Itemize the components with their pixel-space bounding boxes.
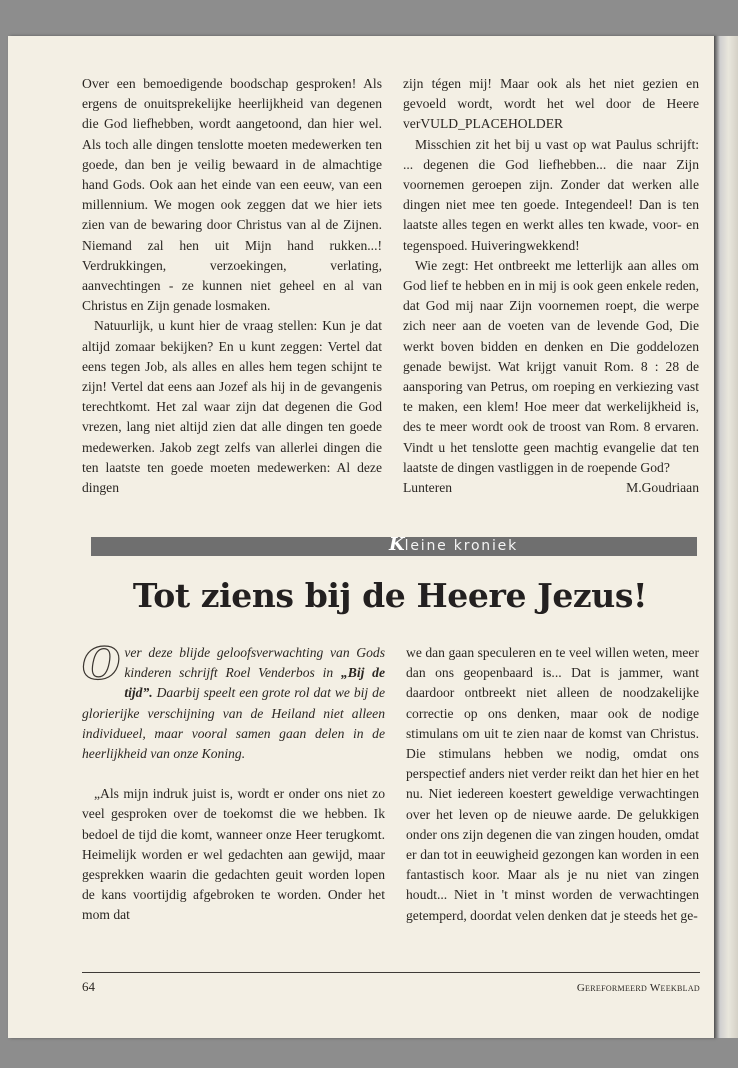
page-edge xyxy=(714,36,738,1038)
lead-text-after: Daarbij speelt een grote rol dat we bij de glorierijke verschijning van de Heiland niet alleen individueel, maar vooral samen gaan delen in de heerlijkheid van onze Koning. xyxy=(82,685,385,762)
article-column-top-right xyxy=(403,74,699,498)
article-column-top-left xyxy=(82,74,382,498)
lead-text-before: ver deze blijde geloofsverwachting van Gods kinderen schrijft Roel Venderbos in xyxy=(124,645,385,681)
article-column-lower-right xyxy=(406,643,699,926)
paragraph: Over een bemoedigende boodschap gesproken! Als ergens de onuitsprekelijke heerlijkheid van degenen die God liefhebben, wordt aangetoond, dan hier wel. Als toch alle dingen tenslotte moeten medewerken ten goede, dan ben je veilig bewaard in de almachtige hand Gods. Ook aan het einde van een eeuw, van een millennium. We mogen ook zeggen dat we hier iets zien van de bewaring door Christus van al de Zijnen. Niemand zal hen uit Mijn hand rukken...! Verdrukkingen, verzoekingen, verlating, aanvechtingen - ze kunnen niet geheel en al van Christus en Zijn genade losmaken. xyxy=(82,76,382,314)
body-paragraph: „Als mijn indruk juist is, wordt er onder ons niet zo veel gesproken over de toekomst die we hebben. Ik bedoel de tijd die komt, wanneer onze Heer terugkomt. Heimelijk worden er wel gedachten aan gewijd, maar gesprekken waarin die gedachten geuit worden lopen de kans voortijdig afgebroken te worden. Onder het mom dat xyxy=(82,786,385,923)
paragraph: Wie zegt: Het ontbreekt me letterlijk aan alles om God lief te hebben en in mij is ook geen enkele reden, dat God mij naar Zijn voornemen roept, die werpe zich neer aan de voeten van de levende God, Die werkt boven bidden en denken en Die goddelozen genade bewijst. Wat krijgt vanuit Rom. 8 : 28 de aansporing van Petrus, om roeping en verkiezing vast te maken, een klem! Hoe meer dat werkelijkheid is, des te meer wordt ook de troost van Rom. 8 ervaren. Vindt u het tenslotte geen machtig evangelie dat ten laatste de dingen vastliggen in de roepende God? xyxy=(403,257,699,475)
body-paragraph: we dan gaan speculeren en te veel willen weten, meer dan ons geopenbaard is... Dat is jammer, want daardoor ontbreekt niet alleen de noodzakelijke correctie op ons denken, maar ook de nodige stimulans om uit te zien naar de komst van Christus. Die stimulans hebben we nodig, omdat ons perspectief anders niet verder reikt dan het hier en het nu. Niet iedereen koestert geweldige verwachtingen over het leven op de nieuwe aarde. De gelukkigen onder ons zijn degenen die van zingen houden, omdat er dan tot in eeuwigheid gezongen kan worden in een fantastisch koor. Maar als je nu niet van zingen houdt... Niet in 't minst worden de verwachtingen getemperd, doordat velen denken dat je steeds het ge- xyxy=(406,645,699,923)
journal-name: Gereformeerd Weekblad xyxy=(576,982,700,994)
drop-cap: O xyxy=(82,639,121,690)
section-label-text: leine kroniek xyxy=(404,538,518,554)
signature-author: M.Goudriaan xyxy=(626,480,699,496)
paragraph: Misschien zit het bij u vast op wat Paulus schrijft: ... degenen die God liefhebben... die naar Zijn voornemen geroepen zijn. Zonder dat werken alle dingen niet mee ten goede. Integendeel! Dan is ten laatste alles tegen en werkt alles ten kwade, voor- en tegenspoed. Huiveringwekkend! xyxy=(403,136,699,253)
section-label xyxy=(389,534,518,556)
footer-rule xyxy=(82,972,700,973)
section-initial: K xyxy=(389,534,405,555)
section-banner xyxy=(91,534,697,556)
paragraph: zijn tégen mij! Maar ook als het niet gezien en gevoeld wordt, wordt het wel door de Heere verVULD_PLACEHOLDER xyxy=(403,76,699,132)
lead-paragraph xyxy=(82,639,385,764)
signature-place: Lunteren xyxy=(403,480,453,496)
page-number: 64 xyxy=(82,979,95,994)
article-headline: Tot ziens bij de Heere Jezus! xyxy=(132,576,648,615)
paragraph-gap xyxy=(82,764,385,784)
article-column-lower-left xyxy=(82,639,385,926)
paragraph: Natuurlijk, u kunt hier de vraag stellen: Kun je dat altijd zomaar bekijken? En u kunt zeggen: Vertel dat eens tegen Job, als alles en alles hem tegen schijnt te zijn! Vertel dat eens aan Jozef als hij in de gevangenis terechtkomt. Het zal waar zijn dat degenen die God vrezen, lang niet altijd zien dat alle dingen ten goede medewerken. Jakob zegt zelfs van allerlei dingen die ten laatste ten goede moeten medewerken: Al deze dingen xyxy=(82,318,382,496)
lead-source: „Bij de tijd”. xyxy=(124,665,385,701)
signature-line xyxy=(403,478,699,498)
